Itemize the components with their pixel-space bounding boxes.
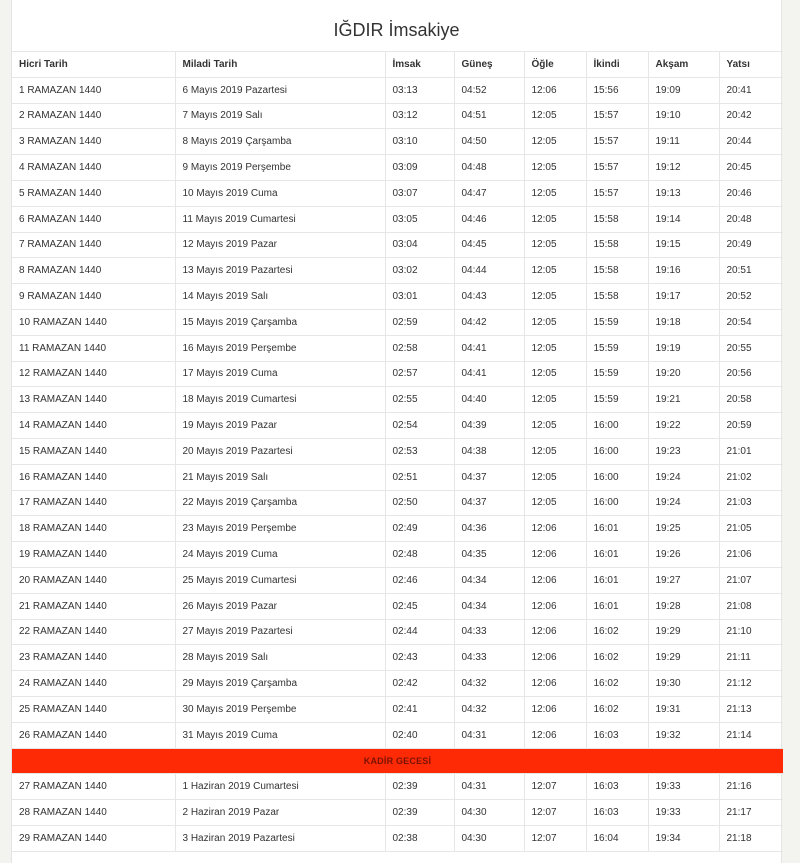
gunes-cell: 04:31	[454, 722, 524, 748]
hicri-tarih-cell: 25 RAMAZAN 1440	[12, 696, 175, 722]
yatsi-cell: 21:01	[719, 438, 783, 464]
miladi-tarih-cell: 14 Mayıs 2019 Salı	[175, 284, 385, 310]
miladi-tarih-cell: 1 Haziran 2019 Cumartesi	[175, 774, 385, 800]
aksam-cell: 19:23	[648, 438, 719, 464]
table-row	[12, 722, 783, 748]
yatsi-cell: 20:48	[719, 206, 783, 232]
yatsi-cell: 20:44	[719, 129, 783, 155]
header-hicri-tarih: Hicri Tarih	[12, 52, 175, 78]
ogle-cell: 12:06	[524, 567, 586, 593]
ogle-cell: 12:05	[524, 284, 586, 310]
ikindi-cell: 15:57	[586, 129, 648, 155]
gunes-cell: 04:30	[454, 800, 524, 826]
ogle-cell: 12:05	[524, 129, 586, 155]
yatsi-cell: 20:59	[719, 413, 783, 439]
ikindi-cell: 16:02	[586, 671, 648, 697]
ogle-cell: 12:05	[524, 206, 586, 232]
yatsi-cell: 21:11	[719, 645, 783, 671]
aksam-cell: 19:14	[648, 206, 719, 232]
yatsi-cell: 21:13	[719, 696, 783, 722]
miladi-tarih-cell: 8 Mayıs 2019 Çarşamba	[175, 129, 385, 155]
imsak-cell: 02:44	[385, 619, 454, 645]
ikindi-cell: 16:03	[586, 800, 648, 826]
imsak-cell: 03:10	[385, 129, 454, 155]
table-body	[12, 77, 783, 851]
ikindi-cell: 16:01	[586, 516, 648, 542]
gunes-cell: 04:30	[454, 825, 524, 851]
header-ikindi: İkindi	[586, 52, 648, 78]
ogle-cell: 12:05	[524, 464, 586, 490]
aksam-cell: 19:21	[648, 387, 719, 413]
imsak-cell: 02:45	[385, 593, 454, 619]
gunes-cell: 04:37	[454, 464, 524, 490]
ogle-cell: 12:06	[524, 593, 586, 619]
hicri-tarih-cell: 3 RAMAZAN 1440	[12, 129, 175, 155]
imsak-cell: 02:46	[385, 567, 454, 593]
imsak-cell: 02:40	[385, 722, 454, 748]
hicri-tarih-cell: 15 RAMAZAN 1440	[12, 438, 175, 464]
gunes-cell: 04:39	[454, 413, 524, 439]
imsak-cell: 02:53	[385, 438, 454, 464]
miladi-tarih-cell: 2 Haziran 2019 Pazar	[175, 800, 385, 826]
aksam-cell: 19:27	[648, 567, 719, 593]
header-miladi-tarih: Miladi Tarih	[175, 52, 385, 78]
gunes-cell: 04:48	[454, 155, 524, 181]
gunes-cell: 04:51	[454, 103, 524, 129]
imsak-cell: 02:50	[385, 490, 454, 516]
ogle-cell: 12:07	[524, 774, 586, 800]
ogle-cell: 12:06	[524, 619, 586, 645]
gunes-cell: 04:34	[454, 567, 524, 593]
ikindi-cell: 16:02	[586, 696, 648, 722]
header-aksam: Akşam	[648, 52, 719, 78]
aksam-cell: 19:31	[648, 696, 719, 722]
ogle-cell: 12:05	[524, 258, 586, 284]
table-row	[12, 206, 783, 232]
ikindi-cell: 16:00	[586, 438, 648, 464]
imsak-cell: 03:05	[385, 206, 454, 232]
miladi-tarih-cell: 16 Mayıs 2019 Perşembe	[175, 335, 385, 361]
table-row	[12, 413, 783, 439]
aksam-cell: 19:32	[648, 722, 719, 748]
ogle-cell: 12:07	[524, 800, 586, 826]
table-row	[12, 696, 783, 722]
aksam-cell: 19:26	[648, 542, 719, 568]
hicri-tarih-cell: 5 RAMAZAN 1440	[12, 180, 175, 206]
ogle-cell: 12:05	[524, 387, 586, 413]
gunes-cell: 04:32	[454, 696, 524, 722]
gunes-cell: 04:33	[454, 619, 524, 645]
yatsi-cell: 20:55	[719, 335, 783, 361]
ikindi-cell: 16:01	[586, 542, 648, 568]
ikindi-cell: 15:59	[586, 361, 648, 387]
gunes-cell: 04:34	[454, 593, 524, 619]
yatsi-cell: 20:58	[719, 387, 783, 413]
miladi-tarih-cell: 27 Mayıs 2019 Pazartesi	[175, 619, 385, 645]
gunes-cell: 04:36	[454, 516, 524, 542]
yatsi-cell: 20:46	[719, 180, 783, 206]
miladi-tarih-cell: 20 Mayıs 2019 Pazartesi	[175, 438, 385, 464]
header-yatsi: Yatsı	[719, 52, 783, 78]
ogle-cell: 12:07	[524, 825, 586, 851]
ikindi-cell: 15:59	[586, 387, 648, 413]
hicri-tarih-cell: 2 RAMAZAN 1440	[12, 103, 175, 129]
imsak-cell: 03:07	[385, 180, 454, 206]
hicri-tarih-cell: 6 RAMAZAN 1440	[12, 206, 175, 232]
table-row	[12, 180, 783, 206]
ikindi-cell: 15:56	[586, 77, 648, 103]
imsak-cell: 03:04	[385, 232, 454, 258]
aksam-cell: 19:22	[648, 413, 719, 439]
table-row	[12, 258, 783, 284]
gunes-cell: 04:43	[454, 284, 524, 310]
hicri-tarih-cell: 8 RAMAZAN 1440	[12, 258, 175, 284]
hicri-tarih-cell: 14 RAMAZAN 1440	[12, 413, 175, 439]
yatsi-cell: 21:06	[719, 542, 783, 568]
ikindi-cell: 16:03	[586, 774, 648, 800]
miladi-tarih-cell: 10 Mayıs 2019 Cuma	[175, 180, 385, 206]
table-row	[12, 619, 783, 645]
imsak-cell: 02:38	[385, 825, 454, 851]
ogle-cell: 12:05	[524, 335, 586, 361]
imsak-cell: 02:39	[385, 800, 454, 826]
yatsi-cell: 21:02	[719, 464, 783, 490]
gunes-cell: 04:38	[454, 438, 524, 464]
ogle-cell: 12:05	[524, 413, 586, 439]
ikindi-cell: 15:58	[586, 206, 648, 232]
hicri-tarih-cell: 28 RAMAZAN 1440	[12, 800, 175, 826]
hicri-tarih-cell: 9 RAMAZAN 1440	[12, 284, 175, 310]
aksam-cell: 19:25	[648, 516, 719, 542]
aksam-cell: 19:17	[648, 284, 719, 310]
aksam-cell: 19:15	[648, 232, 719, 258]
imsak-cell: 02:49	[385, 516, 454, 542]
miladi-tarih-cell: 31 Mayıs 2019 Cuma	[175, 722, 385, 748]
gunes-cell: 04:42	[454, 309, 524, 335]
miladi-tarih-cell: 17 Mayıs 2019 Cuma	[175, 361, 385, 387]
ikindi-cell: 15:57	[586, 155, 648, 181]
gunes-cell: 04:45	[454, 232, 524, 258]
imsak-cell: 03:13	[385, 77, 454, 103]
page-title: IĞDIR İmsakiye	[333, 20, 460, 40]
ikindi-cell: 15:57	[586, 180, 648, 206]
ogle-cell: 12:05	[524, 232, 586, 258]
hicri-tarih-cell: 7 RAMAZAN 1440	[12, 232, 175, 258]
miladi-tarih-cell: 28 Mayıs 2019 Salı	[175, 645, 385, 671]
table-row	[12, 129, 783, 155]
ikindi-cell: 15:58	[586, 258, 648, 284]
table-row	[12, 387, 783, 413]
miladi-tarih-cell: 11 Mayıs 2019 Cumartesi	[175, 206, 385, 232]
gunes-cell: 04:31	[454, 774, 524, 800]
imsak-cell: 02:54	[385, 413, 454, 439]
table-row	[12, 800, 783, 826]
imsak-cell: 02:55	[385, 387, 454, 413]
imsak-cell: 03:01	[385, 284, 454, 310]
hicri-tarih-cell: 22 RAMAZAN 1440	[12, 619, 175, 645]
aksam-cell: 19:33	[648, 800, 719, 826]
hicri-tarih-cell: 29 RAMAZAN 1440	[12, 825, 175, 851]
hicri-tarih-cell: 19 RAMAZAN 1440	[12, 542, 175, 568]
header-ogle: Öğle	[524, 52, 586, 78]
ogle-cell: 12:06	[524, 77, 586, 103]
aksam-cell: 19:34	[648, 825, 719, 851]
miladi-tarih-cell: 6 Mayıs 2019 Pazartesi	[175, 77, 385, 103]
gunes-cell: 04:52	[454, 77, 524, 103]
gunes-cell: 04:32	[454, 671, 524, 697]
imsak-cell: 02:58	[385, 335, 454, 361]
imsak-cell: 02:43	[385, 645, 454, 671]
ikindi-cell: 16:02	[586, 619, 648, 645]
table-row	[12, 155, 783, 181]
table-row	[12, 671, 783, 697]
ogle-cell: 12:05	[524, 155, 586, 181]
table-header-row	[12, 52, 783, 78]
ikindi-cell: 16:03	[586, 722, 648, 748]
ogle-cell: 12:06	[524, 542, 586, 568]
yatsi-cell: 20:42	[719, 103, 783, 129]
hicri-tarih-cell: 27 RAMAZAN 1440	[12, 774, 175, 800]
table-row	[12, 103, 783, 129]
ikindi-cell: 15:59	[586, 335, 648, 361]
hicri-tarih-cell: 18 RAMAZAN 1440	[12, 516, 175, 542]
hicri-tarih-cell: 23 RAMAZAN 1440	[12, 645, 175, 671]
gunes-cell: 04:37	[454, 490, 524, 516]
aksam-cell: 19:24	[648, 464, 719, 490]
imsak-cell: 02:57	[385, 361, 454, 387]
table-row	[12, 490, 783, 516]
miladi-tarih-cell: 12 Mayıs 2019 Pazar	[175, 232, 385, 258]
ogle-cell: 12:05	[524, 309, 586, 335]
header-imsak: İmsak	[385, 52, 454, 78]
aksam-cell: 19:13	[648, 180, 719, 206]
ikindi-cell: 16:02	[586, 645, 648, 671]
imsak-cell: 02:41	[385, 696, 454, 722]
hicri-tarih-cell: 4 RAMAZAN 1440	[12, 155, 175, 181]
table-row	[12, 284, 783, 310]
imsak-cell: 03:12	[385, 103, 454, 129]
imsak-cell: 02:48	[385, 542, 454, 568]
hicri-tarih-cell: 17 RAMAZAN 1440	[12, 490, 175, 516]
yatsi-cell: 21:03	[719, 490, 783, 516]
yatsi-cell: 20:41	[719, 77, 783, 103]
miladi-tarih-cell: 15 Mayıs 2019 Çarşamba	[175, 309, 385, 335]
gunes-cell: 04:41	[454, 361, 524, 387]
aksam-cell: 19:18	[648, 309, 719, 335]
miladi-tarih-cell: 30 Mayıs 2019 Perşembe	[175, 696, 385, 722]
ogle-cell: 12:06	[524, 696, 586, 722]
miladi-tarih-cell: 23 Mayıs 2019 Perşembe	[175, 516, 385, 542]
table-row	[12, 232, 783, 258]
hicri-tarih-cell: 24 RAMAZAN 1440	[12, 671, 175, 697]
hicri-tarih-cell: 20 RAMAZAN 1440	[12, 567, 175, 593]
ikindi-cell: 16:01	[586, 567, 648, 593]
ogle-cell: 12:06	[524, 516, 586, 542]
ikindi-cell: 16:04	[586, 825, 648, 851]
ogle-cell: 12:05	[524, 438, 586, 464]
miladi-tarih-cell: 3 Haziran 2019 Pazartesi	[175, 825, 385, 851]
aksam-cell: 19:10	[648, 103, 719, 129]
table-row	[12, 309, 783, 335]
table-row	[12, 645, 783, 671]
hicri-tarih-cell: 10 RAMAZAN 1440	[12, 309, 175, 335]
yatsi-cell: 21:17	[719, 800, 783, 826]
table-row	[12, 361, 783, 387]
hicri-tarih-cell: 16 RAMAZAN 1440	[12, 464, 175, 490]
aksam-cell: 19:29	[648, 645, 719, 671]
aksam-cell: 19:09	[648, 77, 719, 103]
gunes-cell: 04:35	[454, 542, 524, 568]
hicri-tarih-cell: 11 RAMAZAN 1440	[12, 335, 175, 361]
aksam-cell: 19:30	[648, 671, 719, 697]
hicri-tarih-cell: 26 RAMAZAN 1440	[12, 722, 175, 748]
ikindi-cell: 15:57	[586, 103, 648, 129]
gunes-cell: 04:40	[454, 387, 524, 413]
hicri-tarih-cell: 1 RAMAZAN 1440	[12, 77, 175, 103]
aksam-cell: 19:11	[648, 129, 719, 155]
yatsi-cell: 20:56	[719, 361, 783, 387]
imsak-cell: 02:59	[385, 309, 454, 335]
ogle-cell: 12:05	[524, 103, 586, 129]
table-row	[12, 438, 783, 464]
miladi-tarih-cell: 29 Mayıs 2019 Çarşamba	[175, 671, 385, 697]
ogle-cell: 12:05	[524, 361, 586, 387]
yatsi-cell: 21:08	[719, 593, 783, 619]
miladi-tarih-cell: 18 Mayıs 2019 Cumartesi	[175, 387, 385, 413]
miladi-tarih-cell: 13 Mayıs 2019 Pazartesi	[175, 258, 385, 284]
miladi-tarih-cell: 7 Mayıs 2019 Salı	[175, 103, 385, 129]
miladi-tarih-cell: 9 Mayıs 2019 Perşembe	[175, 155, 385, 181]
gunes-cell: 04:41	[454, 335, 524, 361]
table-row	[12, 77, 783, 103]
aksam-cell: 19:24	[648, 490, 719, 516]
imsakiye-card	[11, 0, 782, 863]
table-row	[12, 542, 783, 568]
yatsi-cell: 21:07	[719, 567, 783, 593]
yatsi-cell: 21:10	[719, 619, 783, 645]
ikindi-cell: 16:00	[586, 413, 648, 439]
hicri-tarih-cell: 12 RAMAZAN 1440	[12, 361, 175, 387]
gunes-cell: 04:44	[454, 258, 524, 284]
ogle-cell: 12:06	[524, 722, 586, 748]
table-row	[12, 774, 783, 800]
miladi-tarih-cell: 26 Mayıs 2019 Pazar	[175, 593, 385, 619]
imsak-cell: 02:51	[385, 464, 454, 490]
yatsi-cell: 20:54	[719, 309, 783, 335]
header-gunes: Güneş	[454, 52, 524, 78]
table-row	[12, 593, 783, 619]
gunes-cell: 04:50	[454, 129, 524, 155]
table-row	[12, 825, 783, 851]
kadir-gecesi-row	[12, 748, 783, 774]
miladi-tarih-cell: 22 Mayıs 2019 Çarşamba	[175, 490, 385, 516]
miladi-tarih-cell: 19 Mayıs 2019 Pazar	[175, 413, 385, 439]
aksam-cell: 19:19	[648, 335, 719, 361]
yatsi-cell: 21:05	[719, 516, 783, 542]
yatsi-cell: 21:18	[719, 825, 783, 851]
ogle-cell: 12:05	[524, 180, 586, 206]
aksam-cell: 19:29	[648, 619, 719, 645]
miladi-tarih-cell: 25 Mayıs 2019 Cumartesi	[175, 567, 385, 593]
ikindi-cell: 16:00	[586, 464, 648, 490]
hicri-tarih-cell: 13 RAMAZAN 1440	[12, 387, 175, 413]
ikindi-cell: 15:59	[586, 309, 648, 335]
gunes-cell: 04:33	[454, 645, 524, 671]
yatsi-cell: 21:12	[719, 671, 783, 697]
table-row	[12, 335, 783, 361]
ogle-cell: 12:06	[524, 645, 586, 671]
ikindi-cell: 15:58	[586, 232, 648, 258]
hicri-tarih-cell: 21 RAMAZAN 1440	[12, 593, 175, 619]
imsak-cell: 02:39	[385, 774, 454, 800]
yatsi-cell: 20:49	[719, 232, 783, 258]
yatsi-cell: 20:52	[719, 284, 783, 310]
miladi-tarih-cell: 21 Mayıs 2019 Salı	[175, 464, 385, 490]
yatsi-cell: 20:51	[719, 258, 783, 284]
yatsi-cell: 21:14	[719, 722, 783, 748]
imsak-cell: 03:02	[385, 258, 454, 284]
imsak-cell: 03:09	[385, 155, 454, 181]
yatsi-cell: 20:45	[719, 155, 783, 181]
gunes-cell: 04:47	[454, 180, 524, 206]
miladi-tarih-cell: 24 Mayıs 2019 Cuma	[175, 542, 385, 568]
ogle-cell: 12:06	[524, 671, 586, 697]
aksam-cell: 19:16	[648, 258, 719, 284]
gunes-cell: 04:46	[454, 206, 524, 232]
kadir-gecesi-label: KADİR GECESİ	[12, 748, 783, 774]
imsak-cell: 02:42	[385, 671, 454, 697]
ogle-cell: 12:05	[524, 490, 586, 516]
ikindi-cell: 15:58	[586, 284, 648, 310]
ikindi-cell: 16:01	[586, 593, 648, 619]
table-row	[12, 464, 783, 490]
aksam-cell: 19:28	[648, 593, 719, 619]
aksam-cell: 19:20	[648, 361, 719, 387]
aksam-cell: 19:33	[648, 774, 719, 800]
table-row	[12, 567, 783, 593]
yatsi-cell: 21:16	[719, 774, 783, 800]
ikindi-cell: 16:00	[586, 490, 648, 516]
aksam-cell: 19:12	[648, 155, 719, 181]
table-row	[12, 516, 783, 542]
imsakiye-table	[12, 51, 783, 852]
